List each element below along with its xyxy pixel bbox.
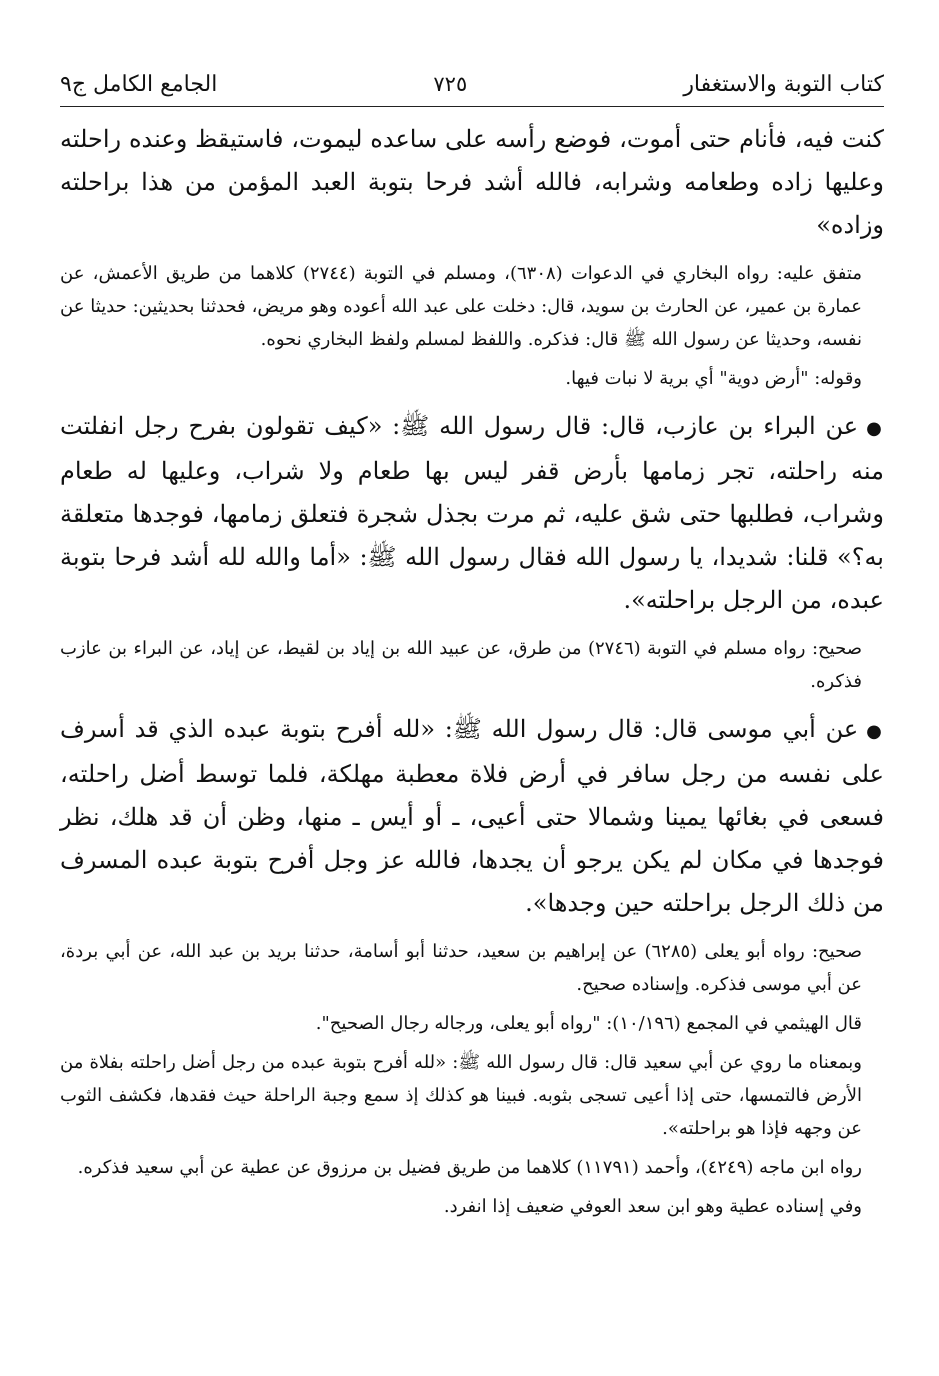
takhrij-note: قال الهيثمي في المجمع (١٠/١٩٦): "رواه أبو يعلى، ورجاله رجال الصحيح". [315, 1013, 862, 1034]
header-chapter-title: كتاب التوبة والاستغفار [683, 71, 884, 97]
header-book-title: الجامع الكامل ج٩ [60, 71, 218, 97]
running-header [60, 62, 884, 107]
page-body [60, 118, 884, 1223]
hadith-paragraph: ●عن أبي موسى قال: قال رسول الله ﷺ: «لله أفرح بتوبة عبده الذي قد أسرف على نفسه من رجل سافر في أرض فلاة معطبة مهلكة، فلما توسط أضل راحلته، فسعى في بغائها يمينا وشمالا حتى أعيى، ـ أو أيس ـ منها، وظن أن قد هلك، نظر فوجدها في مكان لم يكن يرجو أن يجدها، فالله عز وجل أفرح بتوبة عبده المسرف من ذلك الرجل براحلته حين وجدها». [60, 715, 884, 917]
takhrij-note: متفق عليه: رواه البخاري في الدعوات (٦٣٠٨)، ومسلم في التوبة (٢٧٤٤) كلاهما من طريق الأعمش، عن عمارة بن عمير، عن الحارث بن سويد، قال: دخلت على عبد الله أعوده وهو مريض، فحدثنا بحديثين: حديثا عن نفسه، وحديثا عن رسول الله ﷺ قال: فذكره. واللفظ لمسلم ولفظ البخاري نحوه. [60, 263, 862, 350]
bullet-icon: ● [866, 721, 884, 742]
page-number: ٧٢٥ [433, 72, 468, 96]
bullet-icon: ● [866, 418, 884, 439]
takhrij-note: صحيح: رواه أبو يعلى (٦٢٨٥) عن إبراهيم بن سعيد، حدثنا أبو أسامة، حدثنا بريد بن عبد الله، عن أبي بردة، عن أبي موسى فذكره. وإسناده صحيح. [60, 941, 862, 995]
takhrij-note: رواه ابن ماجه (٤٢٤٩)، وأحمد (١١٧٩١) كلاهما من طريق فضيل بن مرزوق عن عطية عن أبي سعيد فذكره. [77, 1157, 862, 1178]
isnad-note: وفي إسناده عطية وهو ابن سعد العوفي ضعيف إذا انفرد. [443, 1196, 862, 1217]
gloss-note: وقوله: "أرض دوية" أي برية لا نبات فيها. [565, 368, 862, 389]
takhrij-note: صحيح: رواه مسلم في التوبة (٢٧٤٦) من طرق، عن عبيد الله بن إياد بن لقيط، عن إياد، عن البراء بن عازب فذكره. [60, 638, 862, 692]
hadith-paragraph: ●عن البراء بن عازب، قال: قال رسول الله ﷺ: «كيف تقولون بفرح رجل انفلتت منه راحلته، تجر زمامها بأرض قفر ليس بها طعام ولا شراب، وعليها له طعام وشراب، فطلبها حتى شق عليه، ثم مرت بجذل شجرة فتعلق زمامها، فوجدها متعلقة به؟» قلنا: شديدا، يا رسول الله فقال رسول الله ﷺ: «أما والله لله أشد فرحا بتوبة عبده، من الرجل براحلته». [60, 412, 884, 614]
hadith-continuation: كنت فيه، فأنام حتى أموت، فوضع رأسه على ساعده ليموت، فاستيقظ وعنده راحلته وعليها زاده وطعامه وشرابه، فالله أشد فرحا بتوبة العبد المؤمن من هذا براحلته وزاده» [60, 125, 884, 239]
related-narration-note: وبمعناه ما روي عن أبي سعيد قال: قال رسول الله ﷺ: «لله أفرح بتوبة عبده من رجل أضل راحلته بفلاة من الأرض فالتمسها، حتى إذا أعيى تسجى بثوبه. فبينا هو كذلك إذ سمع وجبة الراحلة حيث فقدها، فكشف الثوب عن وجهه فإذا هو براحلته». [60, 1052, 862, 1139]
